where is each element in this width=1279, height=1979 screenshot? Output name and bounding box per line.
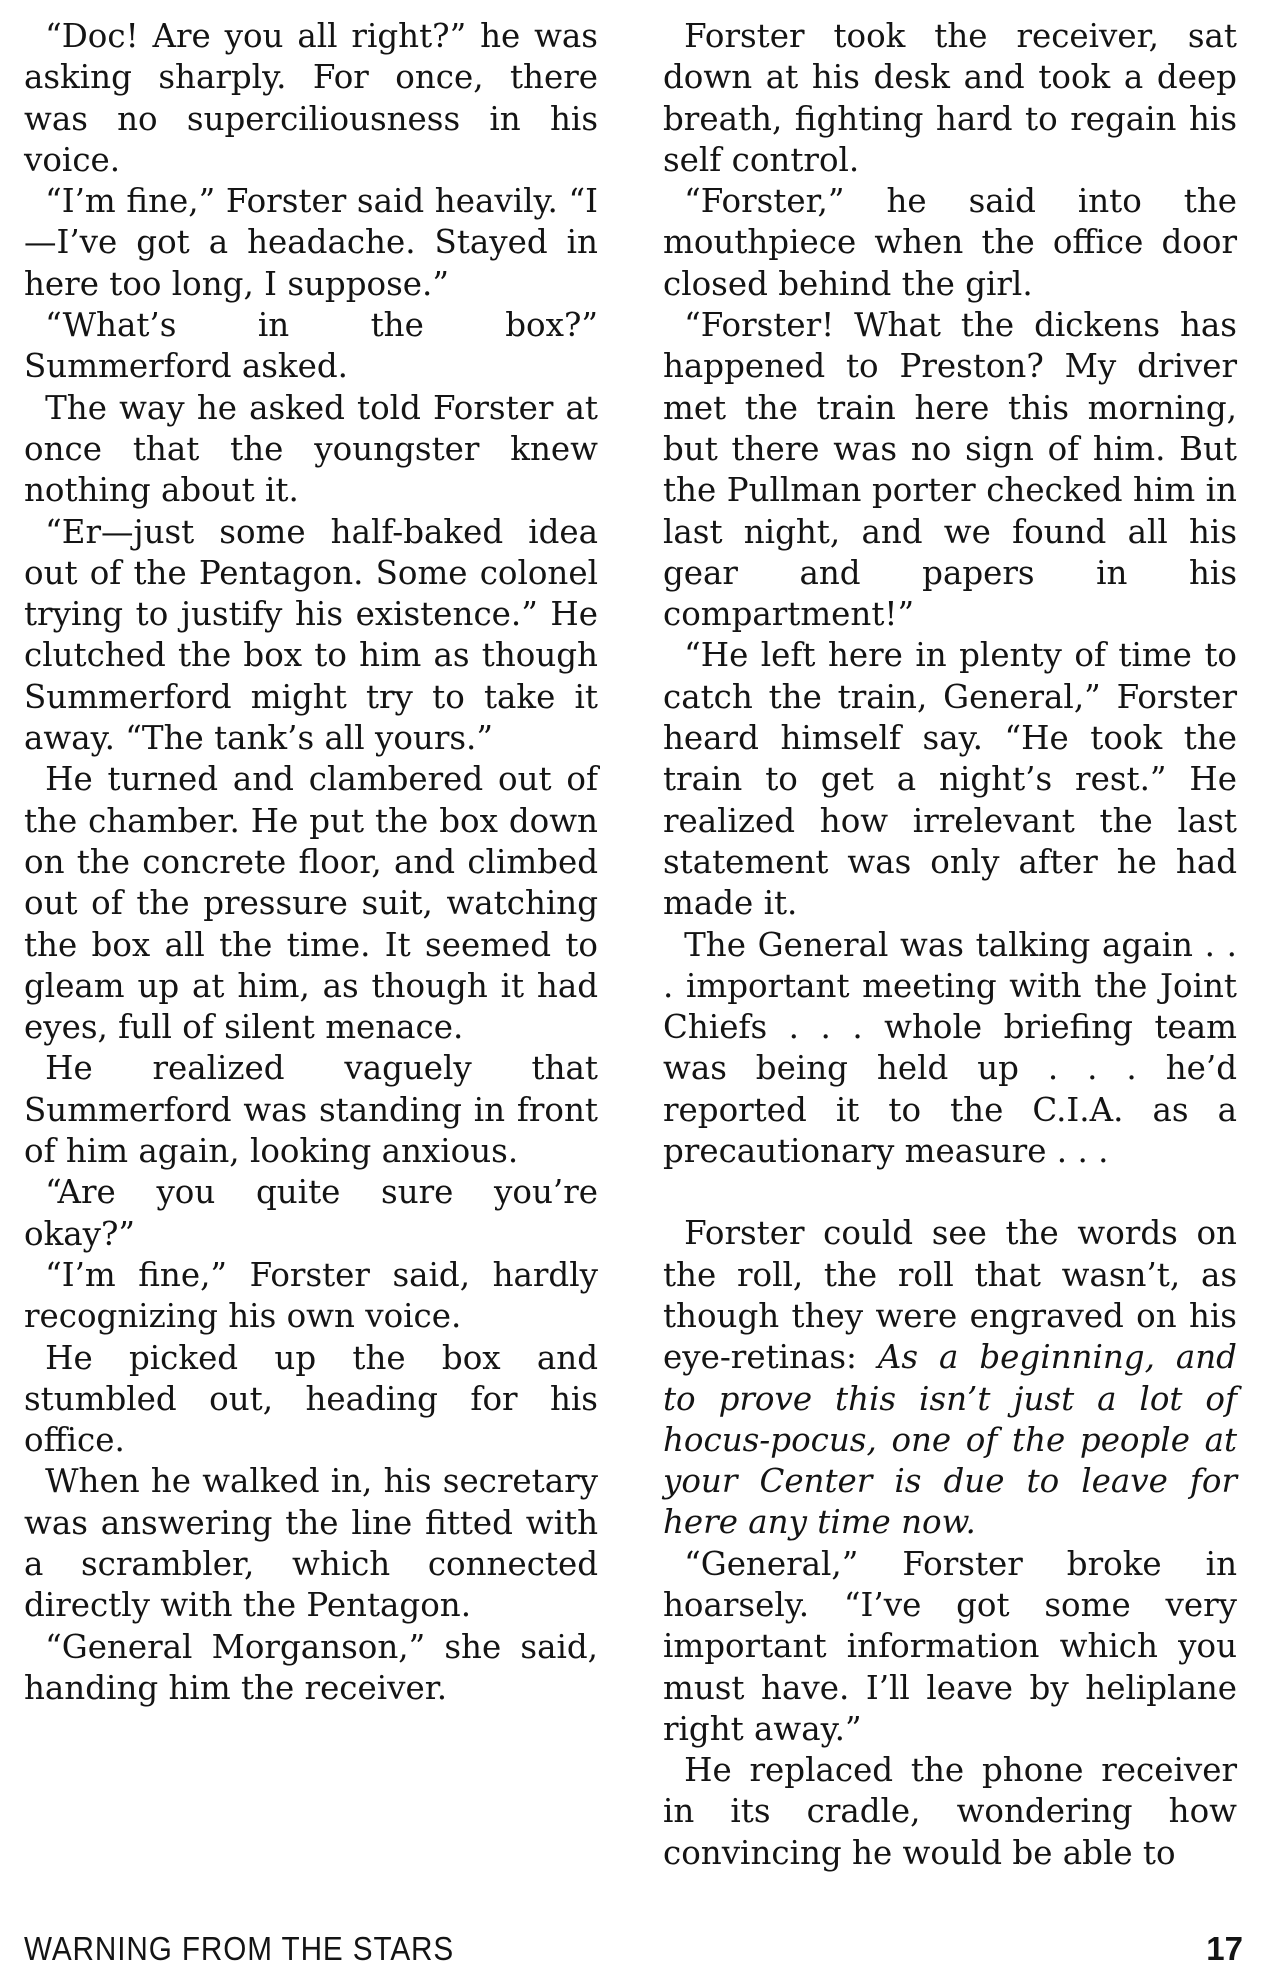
- paragraph: “General,” Forster broke in hoarsely. “I’ve got some very important information which you must have. I’ll leave by heliplane right away.”: [663, 1544, 1237, 1748]
- paragraph: “Are you quite sure you’re okay?”: [24, 1173, 598, 1253]
- paragraph: He replaced the phone receiver in its cradle, wondering how convincing he would be able to: [663, 1751, 1237, 1872]
- page-footer: [24, 1930, 1243, 1974]
- paragraph: “Forster,” he said into the mouthpiece when the office door closed behind the girl.: [663, 182, 1237, 303]
- page-number: 17: [1206, 1930, 1243, 1967]
- italic-quote: As a beginning, and to prove this isn’t just a lot of hocus-pocus, one of the people at your Center is due to leave for here any time now.: [663, 1338, 1237, 1542]
- paragraph: “Doc! Are you all right?” he was asking sharply. For once, there was no superciliousness in his voice.: [24, 17, 598, 179]
- paragraph: The way he asked told Forster at once that the youngster knew nothing about it.: [24, 388, 598, 510]
- right-column: [663, 16, 1237, 1874]
- paragraph: He realized vaguely that Summerford was standing in front of him again, looking anxious.: [24, 1049, 598, 1171]
- paragraph: He picked up the box and stumbled out, heading for his office.: [24, 1338, 598, 1460]
- paragraph: “General Morganson,” she said, handing him the receiver.: [24, 1627, 598, 1707]
- paragraph: “Er—just some half-baked idea out of the Pentagon. Some colonel trying to justify his existence.” He clutched the box to him as though Summerford might try to take it away. “The tank’s all yours.”: [24, 512, 598, 758]
- paragraph: “I’m fine,” Forster said, hardly recognizing his own voice.: [24, 1255, 598, 1336]
- paragraph: The General was talking again . . . important meeting with the Joint Chiefs . . . whole briefing team was being held up . . . he’d reported it to the C.I.A. as a precautionary measure . . .: [663, 925, 1237, 1171]
- left-column: [24, 16, 598, 1709]
- paragraph: Forster took the receiver, sat down at his desk and took a deep breath, fighting hard to regain his self control.: [663, 17, 1237, 179]
- paragraph: “He left here in plenty of time to catch the train, General,” Forster heard himself say. “He took the train to get a night’s rest.” He realized how irrelevant the last statement was only after he had made it.: [663, 636, 1237, 923]
- paragraph: “What’s in the box?” Summerford asked.: [24, 306, 598, 386]
- paragraph: When he walked in, his secretary was answering the line fitted with a scrambler, which connected directly with the Pentagon.: [24, 1462, 598, 1625]
- paragraph: “Forster! What the dickens has happened to Preston? My driver met the train here this morning, but there was no sign of him. But the Pullman porter checked him in last night, and we found all his gear and papers in his compartment!”: [663, 306, 1237, 634]
- paragraph: “I’m fine,” Forster said heavily. “I—I’ve got a headache. Stayed in here too long, I suppose.”: [24, 182, 598, 303]
- running-title: WARNING FROM THE STARS: [24, 1930, 455, 1967]
- paragraph-with-italic-quote: [663, 1213, 1237, 1543]
- paragraph: He turned and clambered out of the chamber. He put the box down on the concrete floor, and climbed out of the pressure suit, watching the box all the time. It seemed to gleam up at him, as though it had eyes, full of silent menace.: [24, 760, 598, 1047]
- paragraph-lead-text: Forster could see the words on the roll, the roll that wasn’t, as though they were engraved on his eye-retinas:: [663, 1214, 1237, 1377]
